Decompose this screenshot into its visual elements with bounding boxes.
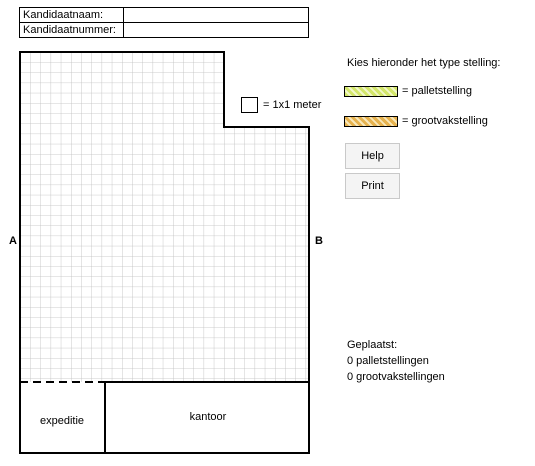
placed-groot-count xyxy=(347,371,445,383)
grootvakstelling-label: = grootvakstelling xyxy=(402,115,488,127)
choose-type-title: Kies hieronder het type stelling: xyxy=(347,57,501,69)
scale-square xyxy=(241,97,258,113)
grootvakstelling-swatch[interactable] xyxy=(344,116,398,127)
candidate-number-input[interactable] xyxy=(124,23,314,37)
candidate-number-label: Kandidaatnummer: xyxy=(23,24,116,36)
scale-label: = 1x1 meter xyxy=(263,99,322,111)
side-a-label: A xyxy=(9,235,17,247)
groot-count-text: grootvakstellingen xyxy=(356,371,445,383)
kantoor-label: kantoor xyxy=(189,411,227,423)
pallet-count-value: 0 xyxy=(347,355,354,367)
candidate-number-row xyxy=(20,23,308,38)
placed-pallet-count xyxy=(347,355,429,367)
candidate-table xyxy=(19,7,309,38)
candidate-name-input[interactable] xyxy=(124,8,314,22)
help-button[interactable]: Help xyxy=(345,143,400,169)
palletstelling-label: = palletstelling xyxy=(402,85,473,97)
palletstelling-swatch[interactable] xyxy=(344,86,398,97)
groot-count-value: 0 xyxy=(347,371,354,383)
placed-title: Geplaatst: xyxy=(347,339,398,351)
expeditie-label: expeditie xyxy=(39,415,85,427)
side-b-label: B xyxy=(315,235,323,247)
candidate-name-row xyxy=(20,8,308,23)
pallet-count-text: palletstellingen xyxy=(356,355,429,367)
print-button[interactable]: Print xyxy=(345,173,400,199)
candidate-name-label: Kandidaatnaam: xyxy=(23,9,104,21)
